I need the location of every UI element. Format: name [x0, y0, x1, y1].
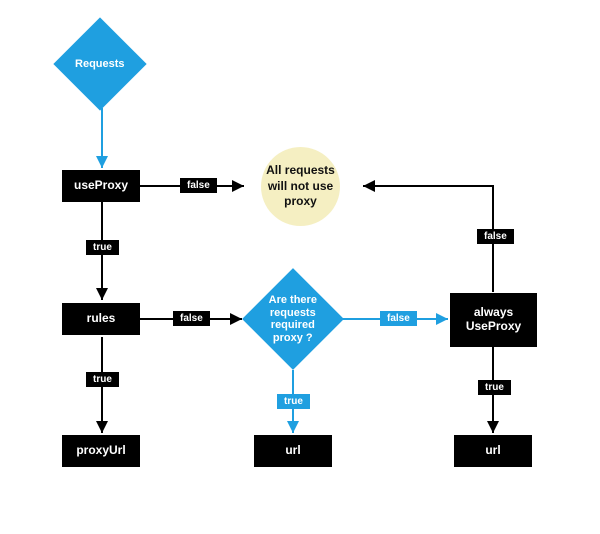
node-always-use-proxy-label: always UseProxy — [465, 305, 522, 333]
node-question-label: Are there requests required proxy ? — [268, 293, 318, 344]
node-proxy-url[interactable] — [62, 435, 140, 467]
node-use-proxy[interactable] — [62, 170, 140, 202]
edge-label-use-proxy-true — [86, 240, 119, 255]
node-all-requests-no-proxy-label: All requests will not use proxy — [266, 163, 335, 209]
node-url-middle-label: url — [285, 443, 301, 458]
edge-label-rules-false — [173, 311, 210, 326]
edge-label-rules-true — [86, 372, 119, 387]
edge-label-text: true — [93, 242, 112, 253]
node-requests-label: Requests — [75, 57, 125, 70]
edge-label-always-true — [478, 380, 511, 395]
node-proxy-url-label: proxyUrl — [76, 443, 126, 458]
node-rules-label: rules — [86, 311, 116, 326]
node-always-use-proxy[interactable] — [450, 293, 537, 347]
edge-label-text: false — [387, 313, 410, 324]
node-url-middle[interactable] — [254, 435, 332, 467]
edge-label-always-false — [477, 229, 514, 244]
edge-label-question-false — [380, 311, 417, 326]
edge-label-question-true — [277, 394, 310, 409]
node-url-right-label: url — [485, 443, 501, 458]
node-use-proxy-label: useProxy — [73, 178, 129, 193]
edge-label-text: false — [180, 313, 203, 324]
node-url-right[interactable] — [454, 435, 532, 467]
node-rules[interactable] — [62, 303, 140, 335]
edge-label-use-proxy-false — [180, 178, 217, 193]
edge-label-text: true — [93, 374, 112, 385]
edge-label-text: false — [187, 180, 210, 191]
edge-label-text: true — [485, 382, 504, 393]
edge-label-text: true — [284, 396, 303, 407]
edge-label-text: false — [484, 231, 507, 242]
node-all-requests-no-proxy[interactable] — [261, 147, 340, 226]
